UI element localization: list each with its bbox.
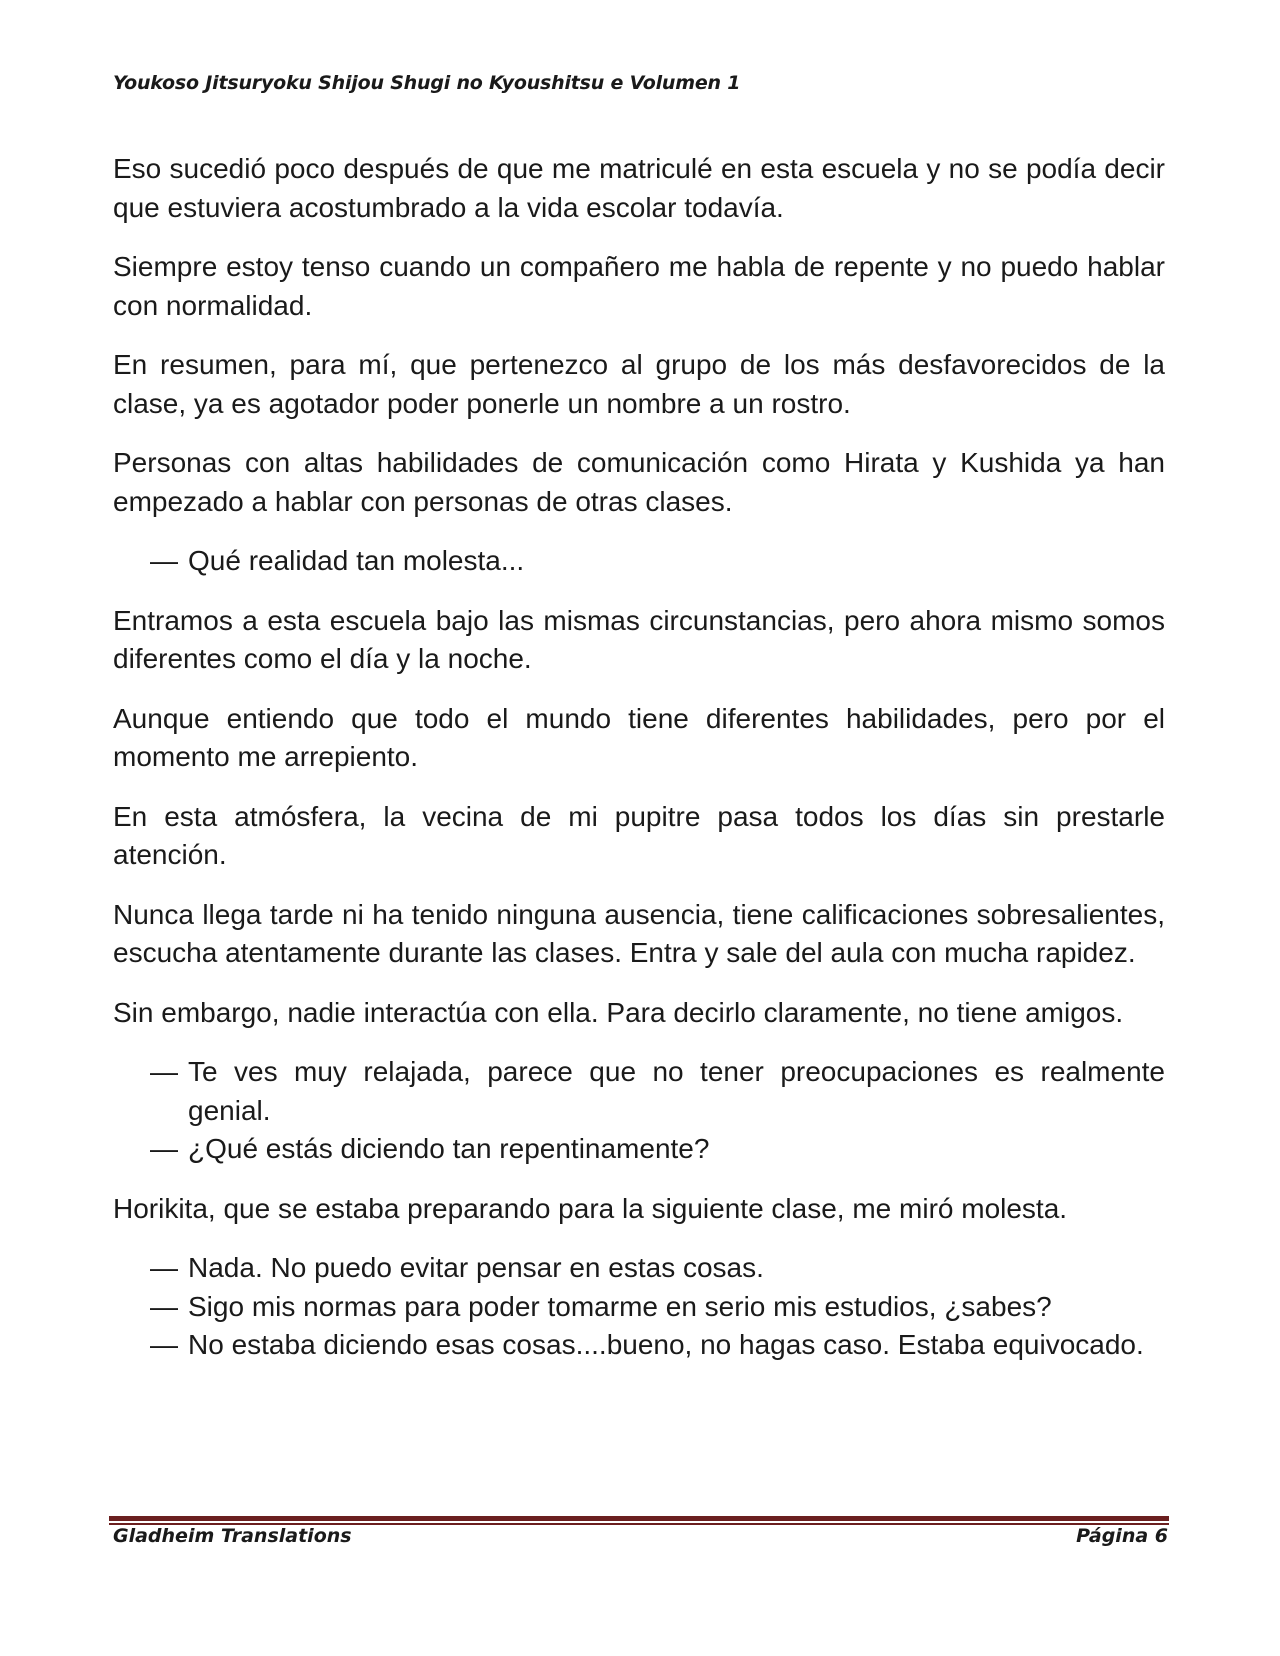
footer-rule-thick [109, 1516, 1169, 1521]
paragraph: Sin embargo, nadie interactúa con ella. Para decirlo claramente, no tiene amigos. [113, 996, 1124, 1028]
dialog-group [113, 1053, 1165, 1169]
footer-credit: Gladheim Translations [113, 1525, 352, 1547]
page-body [113, 150, 1165, 1386]
paragraph: Entramos a esta escuela bajo las mismas circunstancias, pero ahora mismo somos diferentes como el día y la noche. [113, 604, 1165, 674]
dialog-line [113, 1053, 1165, 1130]
paragraph: Horikita, que se estaba preparando para la siguiente clase, me miró molesta. [113, 1192, 1068, 1224]
dialog-line [113, 1130, 1165, 1169]
dialog-text: Qué realidad tan molesta... [188, 545, 525, 576]
dialog-line [113, 542, 1165, 581]
paragraph: En resumen, para mí, que pertenezco al grupo de los más desfavorecidos de la clase, ya es agotador poder ponerle un nombre a un rostro. [113, 349, 1165, 419]
paragraph: Eso sucedió poco después de que me matriculé en esta escuela y no se podía decir que estuviera acostumbrado a la vida escolar todavía. [113, 153, 1165, 223]
paragraph: En esta atmósfera, la vecina de mi pupitre pasa todos los días sin prestarle atención. [113, 800, 1165, 870]
dialog-text: Te ves muy relajada, parece que no tener preocupaciones es realmente genial. [188, 1056, 1165, 1126]
em-dash: — [150, 1290, 178, 1322]
dialog-group [113, 542, 1165, 581]
dialog-line [113, 1249, 1165, 1288]
dialog-line [113, 1288, 1165, 1327]
page-number: Página 6 [1076, 1525, 1168, 1547]
em-dash: — [150, 1252, 178, 1283]
footer-rule [109, 1516, 1169, 1525]
em-dash: — [150, 1329, 178, 1360]
em-dash: — [150, 545, 178, 576]
paragraph: Aunque entiendo que todo el mundo tiene diferentes habilidades, pero por el momento me arrepiento. [113, 702, 1165, 772]
paragraph: Nunca llega tarde ni ha tenido ninguna ausencia, tiene calificaciones sobresalientes, escucha atentamente durante las clases. Entra y sale del aula con mucha rapidez. [113, 898, 1165, 968]
dialog-text: ¿Qué estás diciendo tan repentinamente? [188, 1133, 710, 1164]
paragraph: Siempre estoy tenso cuando un compañero me habla de repente y no puedo hablar con normalidad. [113, 251, 1165, 321]
paragraph: Personas con altas habilidades de comunicación como Hirata y Kushida ya han empezado a hablar con personas de otras clases. [113, 447, 1165, 517]
dialog-text: No estaba diciendo esas cosas....bueno, no hagas caso. Estaba equivocado. [188, 1329, 1144, 1360]
dialog-text: Nada. No puedo evitar pensar en estas cosas. [188, 1252, 764, 1283]
dialog-text: Sigo mis normas para poder tomarme en serio mis estudios, ¿sabes? [188, 1290, 1052, 1322]
running-header: Youkoso Jitsuryoku Shijou Shugi no Kyoushitsu e Volumen 1 [113, 72, 741, 94]
dialog-line [113, 1326, 1165, 1365]
em-dash: — [150, 1133, 178, 1164]
em-dash: — [150, 1056, 178, 1087]
dialog-group [113, 1249, 1165, 1365]
